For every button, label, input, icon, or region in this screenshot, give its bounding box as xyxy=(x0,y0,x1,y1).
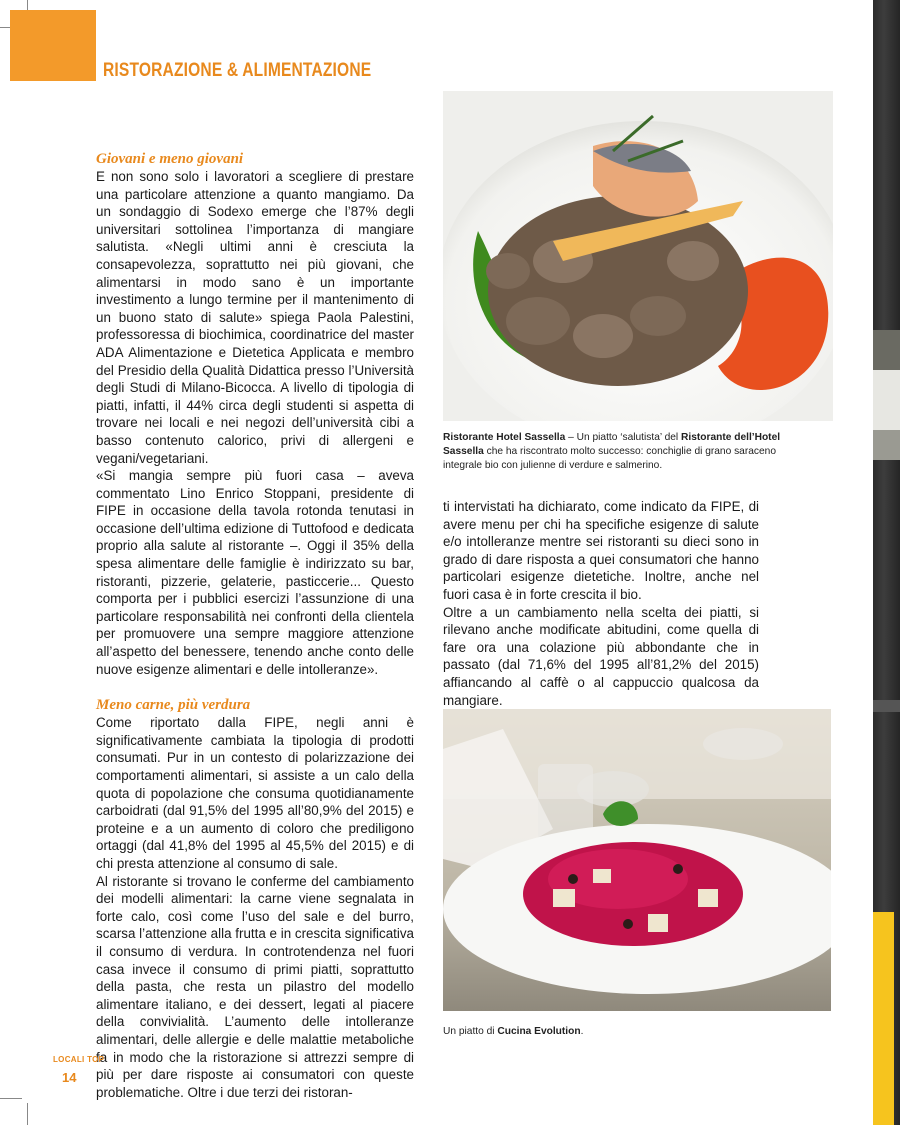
photo-cucina-evolution-dish xyxy=(443,709,831,1011)
paragraph: Oltre a un cambiamento nella scelta dei piatti, si rilevano anche modificate abitudini, come quella di fare ora una colazione più abbondante che in passato (dal 71,6% del 1995 all’81,2% del 2015) affiancando al caffè o al cappuccio qualcosa da mangiare. xyxy=(443,604,759,708)
edge-photo-fragment xyxy=(873,330,900,370)
page-number: 14 xyxy=(62,1070,77,1085)
edge-photo-fragment xyxy=(873,430,900,460)
caption-bold: Ristorante dell’Hotel Sassella xyxy=(443,432,781,457)
subheading-meno-carne: Meno carne, più verdura xyxy=(96,697,251,714)
paragraph: «Si mangia sempre più fuori casa – aveva commentato Lino Enrico Stoppani, presidente di FIPE in occasione della tavola rotonda tenutasi in occasione dell’ultima edizione di Tuttofood e dedicata proprio alla salute al ristorante –. Oggi il 35% della spesa alimentare delle famiglie è indirizzato su bar, ristoranti, pizzerie, gelaterie, pasticcerie... Questo comporta per i pubblici esercizi l’assunzione di una particolare responsabilità nei confronti della clientela per promuovere una sempre maggiore attenzione all’aspetto del benessere, tenendo anche conto delle nuove esigenze alimentari e delle intolleranze». xyxy=(96,468,414,677)
caption-photo-cucina-evolution xyxy=(443,1025,743,1039)
article-left-column xyxy=(96,150,414,1101)
footer-magazine-name: LOCALI TOP xyxy=(53,1055,105,1064)
caption-text: – Un piatto ‘salutista’ del xyxy=(565,432,682,443)
photo-sassella-dish xyxy=(443,91,833,421)
crop-mark xyxy=(27,1103,28,1125)
subheading-giovani: Giovani e meno giovani xyxy=(96,151,244,167)
caption-bold: Cucina Evolution xyxy=(497,1026,581,1037)
edge-photo-fragment xyxy=(873,700,900,712)
paragraph: Al ristorante si trovano le conferme del cambiamento dei modelli alimentari: la carne viene segnalata in forte calo, così come l’uso del sale e del burro, scarsa l’attenzione alla frutta e in crescita significativa il consumo di verdura. In controtendenza nel fuori casa invece il consumo di primi piatti, soprattutto della pasta, che resta un pilastro del modello alimentare italiano, e dei dessert, legati al piacere della convivialità. L’aumento delle intolleranze alimentari, delle allergie e delle malattie metaboliche fa in modo che la ristorazione si attrezzi sempre di più per dare risposte ai consumatori con queste problematiche. Oltre i due terzi dei ristoran- xyxy=(96,873,414,1100)
caption-text: . xyxy=(580,1026,584,1037)
edge-yellow-band xyxy=(873,912,894,1125)
caption-bold: Ristorante Hotel Sassella xyxy=(443,432,566,443)
caption-text: Un piatto di xyxy=(443,1026,498,1037)
edge-photo-fragment xyxy=(873,370,900,430)
crop-mark xyxy=(0,1098,22,1099)
paragraph: E non sono solo i lavoratori a scegliere di prestare una particolare attenzione a quanto mangiamo. Da un sondaggio di Sodexo emerge che l’87% degli universitari sottolinea l’importanza di mangiare salutista. «Negli ultimi anni è cresciuta la consapevolezza, soprattutto nei più giovani, che alimentarsi in modo sano è un importante investimento a lungo termine per il mantenimento di un buono stato di salute» spiega Paola Palestini, professoressa di biochimica, coordinatrice del master ADA Alimentazione e Dietetica Applicata e membro del Presidio della Qualità Didattica presso l’Università degli Studi di Milano-Bicocca. A livello di tipologia di piatti, infatti, il 44% circa degli studenti si aspetta di trovare nei locali e nei negozi dell’università cibi a basso contenuto calorico, privi di allergeni e vegani/vegetariani. xyxy=(96,169,414,466)
corner-accent-block xyxy=(10,10,96,81)
caption-photo-sassella xyxy=(443,431,803,473)
article-right-column xyxy=(443,498,759,709)
plate-illustration xyxy=(443,709,831,1011)
caption-text: che ha riscontrato molto successo: conchiglie di grano saraceno integrale bio con julienne di verdure e salmerino. xyxy=(443,446,776,471)
plate-illustration xyxy=(443,91,833,421)
paragraph: ti intervistati ha dichiarato, come indicato da FIPE, di avere menu per chi ha specifiche esigenze di salute e/o intolleranze mentre sei ristoranti su dieci sono in grado di dare risposta a quei consumatori che hanno particolari esigenze dietetiche. Inoltre, anche nel fuori casa è in forte crescita il bio. xyxy=(443,499,759,602)
section-title: RISTORAZIONE & ALIMENTAZIONE xyxy=(103,60,372,81)
paragraph: Come riportato dalla FIPE, negli anni è significativamente cambiata la tipologia di prodotti consumati. Pur in un contesto di polarizzazione dei comportamenti alimentari, si assiste a un calo della quota di popolazione che consuma quotidianamente carboidrati (dal 91,5% del 1995 all’80,9% del 2015) e proteine e a un aumento di coloro che prediligono ortaggi (dal 41,8% del 1995 al 45,5% del 2015) e di chi presta attenzione al consumo di sale. xyxy=(96,715,414,871)
